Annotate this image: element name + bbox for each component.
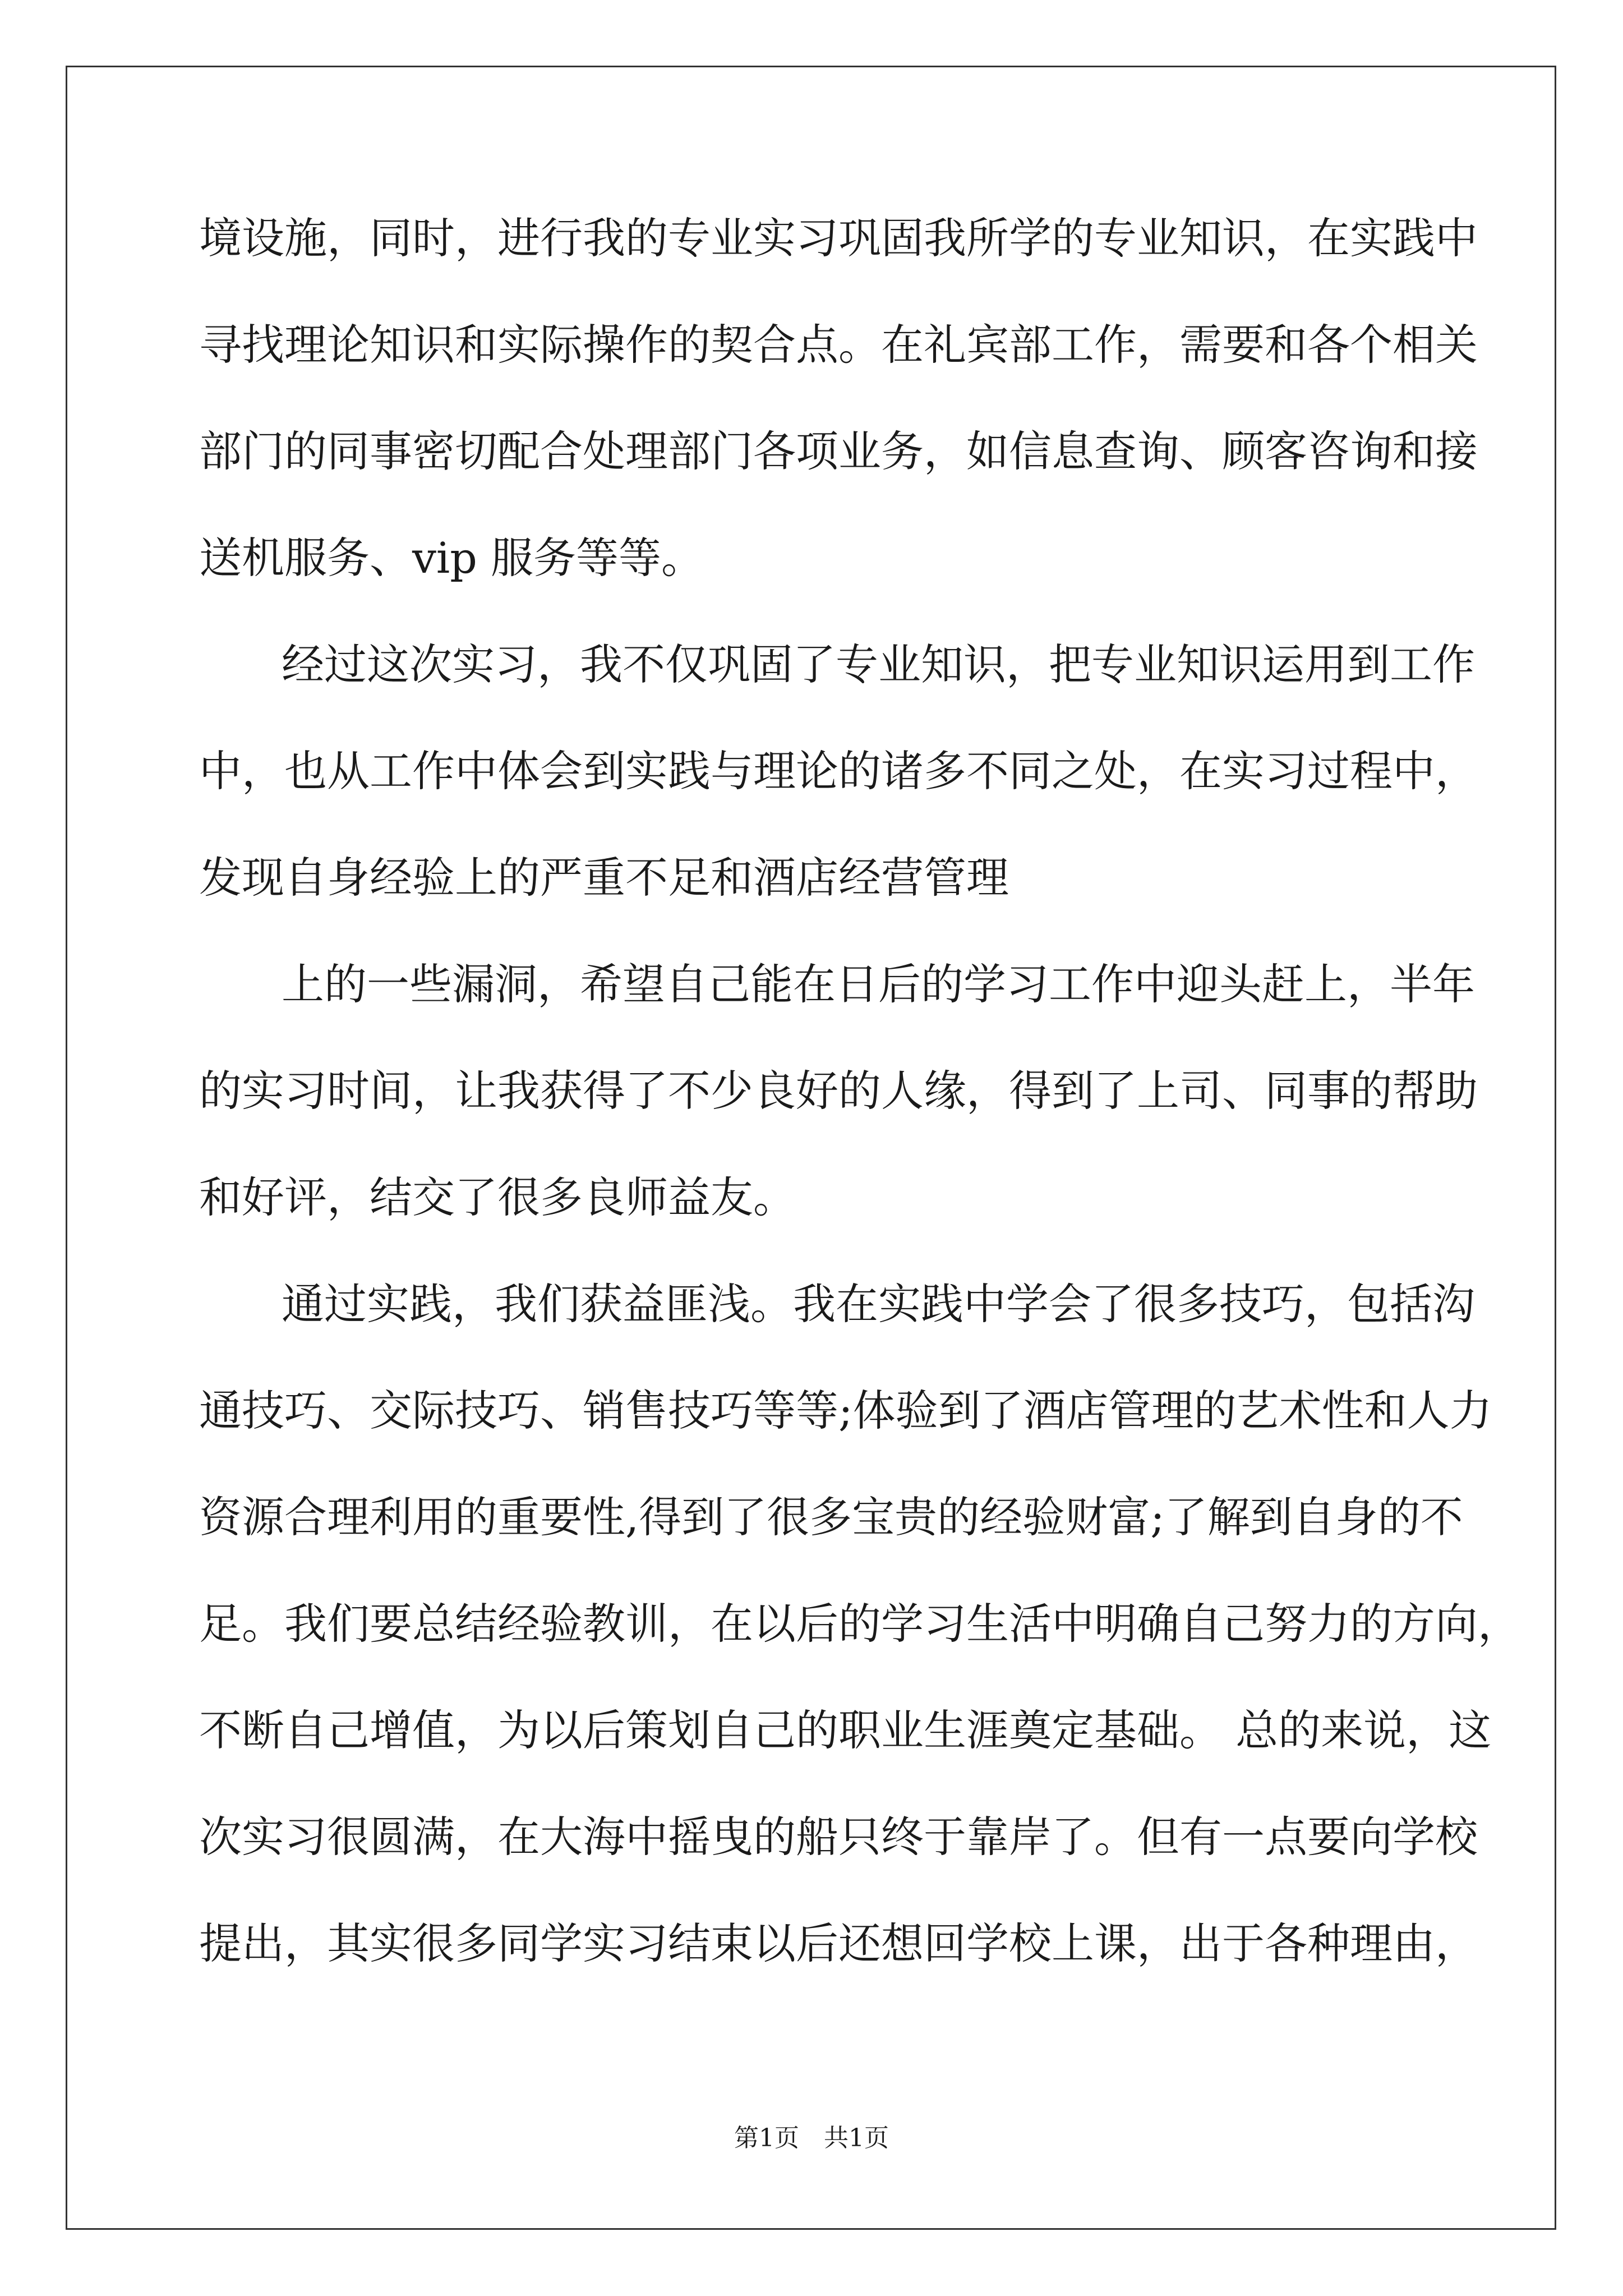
text-line: 中，也从工作中体会到实践与理论的诸多不同之处，在实习过程中， [199,746,1478,796]
text-line: 发现自身经验上的严重不足和酒店经营管理 [199,853,1009,903]
paragraph-first-line: 经过这次实习，我不仅巩固了专业知识，把专业知识运用到工作 [282,639,1475,689]
paragraph-first-line: 上的一些漏洞，希望自己能在日后的学习工作中迎头赶上，半年 [282,959,1475,1009]
text-line: 寻找理论知识和实际操作的契合点。在礼宾部工作，需要和各个相关 [199,320,1478,370]
text-line: 通技巧、交际技巧、销售技巧等等;体验到了酒店管理的艺术性和人力 [199,1386,1492,1435]
text-line: 足。我们要总结经验教训，在以后的学习生活中明确自己努力的方向， [199,1599,1520,1649]
text-line: 的实习时间，让我获得了不少良好的人缘，得到了上司、同事的帮助 [199,1066,1478,1116]
paragraph-first-line: 通过实践，我们获益匪浅。我在实践中学会了很多技巧，包括沟 [282,1279,1475,1329]
text-line: 和好评，结交了很多良师益友。 [199,1172,796,1222]
text-line: 不断自己增值，为以后策划自己的职业生涯奠定基础。 总的来说，这 [199,1705,1492,1755]
text-line: 部门的同事密切配合处理部门各项业务，如信息查询、顾客咨询和接 [199,426,1478,476]
text-line: 送机服务、vip 服务等等。 [199,533,704,583]
page-number-footer: 第1页 共1页 [734,2124,889,2152]
text-line: 资源合理利用的重要性,得到了很多宝贵的经验财富;了解到自身的不 [199,1492,1463,1542]
text-line: 提出，其实很多同学实习结束以后还想回学校上课，出于各种理由， [199,1918,1478,1968]
text-line: 次实习很圆满，在大海中摇曳的船只终于靠岸了。但有一点要向学校 [199,1812,1478,1862]
text-line: 境设施，同时，进行我的专业实习巩固我所学的专业知识，在实践中 [199,213,1478,263]
page-border [66,66,1556,2230]
